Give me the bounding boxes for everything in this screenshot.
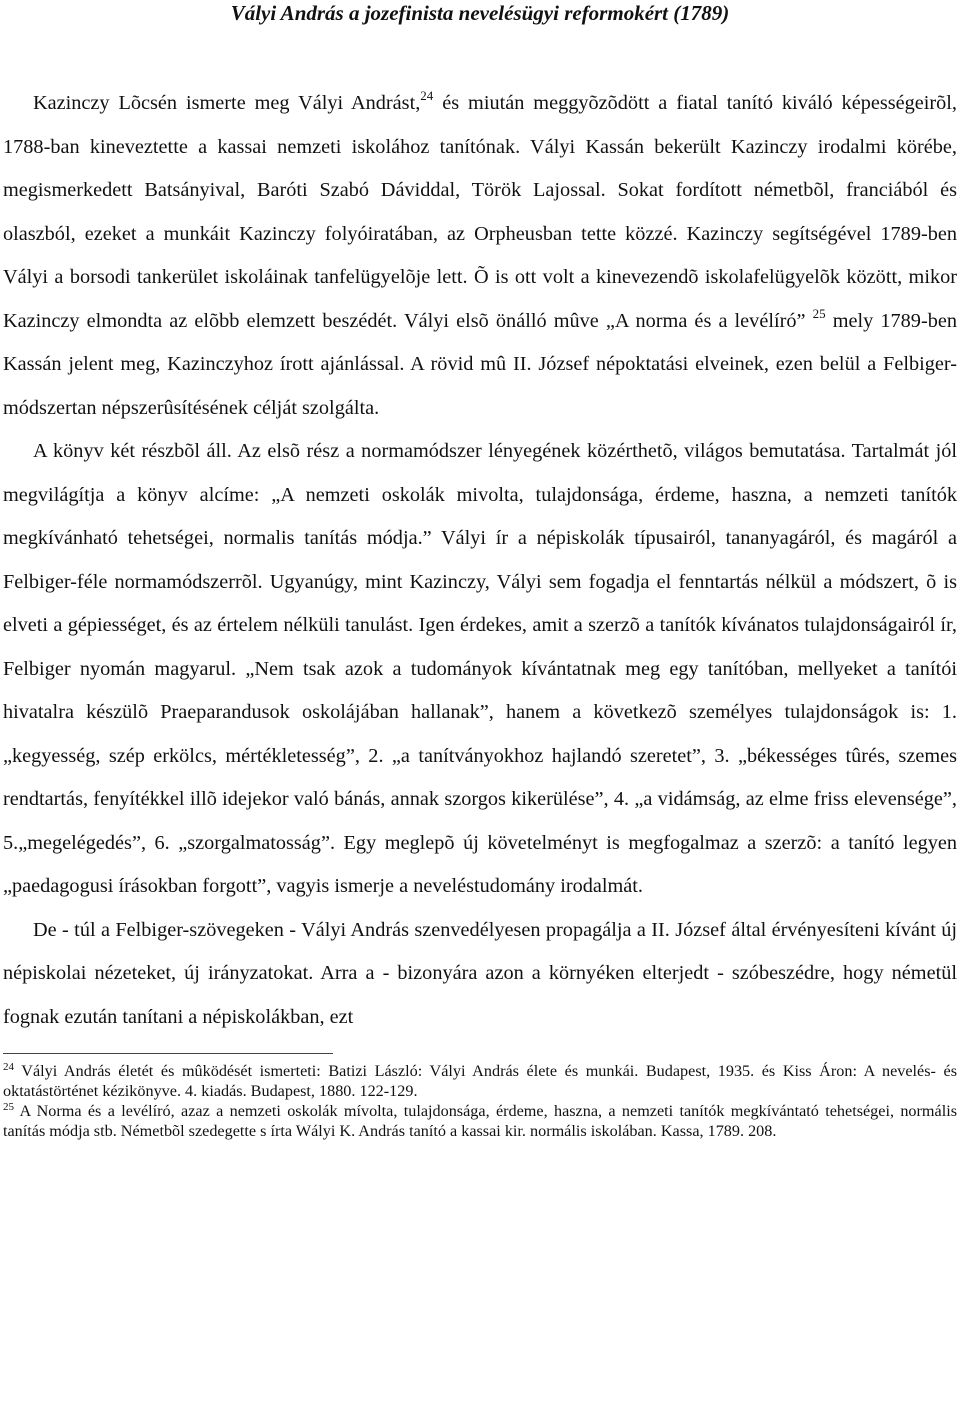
footnote-24 [3,1061,957,1101]
footnote-ref-24[interactable]: 24 [420,88,434,103]
paragraph-1-part-a: Kazinczy Lõcsén ismerte meg Vályi Andrást, [33,92,421,114]
footnote-ref-25[interactable]: 25 [812,305,826,321]
footnote-text: Vályi András életét és mûködését ismerteti: Batizi László: Vályi András élete és munkái. Budapest, 1935. és Kiss Áron: A nevelés- és oktatástörténet kézikönyve. 4. kiadás. Budapest, 1880. 122-129. [3,1062,957,1100]
paragraph-3: De - túl a Felbiger-szövegeken - Vályi András szenvedélyesen propagálja a II. József által érvényesíteni kívánt új népiskolai nézeteket, új irányzatokat. Arra a - bizonyára azon a környéken elterjedt - szóbeszédre, hogy németül fognak ezután tanítani a népiskolákban, ezt [3,918,957,1028]
footnote-text: A Norma és a levélíró, azaz a nemzeti oskolák mívolta, tulajdonsága, érdeme, haszna, a nemzeti tanítók megkívántató tehetségei, normális tanítás módja stb. Németbõl szedegette s írta Wályi K. András tanító a kassai kir. normális iskolában. Kassa, 1789. 208. [3,1102,957,1140]
page-title: Vályi András a jozefinista nevelésügyi reformokért (1789) [230,1,730,25]
footnote-divider [3,1053,333,1054]
footnote-25 [3,1101,957,1141]
footnotes [3,1061,957,1141]
paragraph-2: A könyv két részbõl áll. Az elsõ rész a normamódszer lényegének közérthetõ, világos bemutatása. Tartalmát jól megvilágítja a könyv alcíme: „A nemzeti oskolák mivolta, tulajdonsága, érdeme, haszna, a nemzeti tanítók megkívánható tehetségei, normalis tanítás módja.” Vályi ír a népiskolák típusairól, tananyagáról, és magáról a Felbiger-féle normamódszerrõl. Ugyanúgy, mint Kazinczy, Vályi sem fogadja el fenntartás nélkül a módszert, õ is elveti a gépiességet, és az értelem nélküli tanulást. Igen érdekes, amit a szerzõ a tanítók kívánatos tulajdonságairól ír, Felbiger nyomán magyarul. „Nem tsak azok a tudományok kívántatnak meg egy tanítóban, mellyeket a tanítói hivatalra készülõ Praeparandusok oskolájában hallanak”, hanem a következõ személyes tulajdonságok is: 1. „kegyesség, szép erkölcs, mértékletesség”, 2. „a tanítványokhoz hajlandó szeretet”, 3. „békességes tûrés, szemes rendtartás, fenyítékkel illõ idejekor való bánás, annak szorgos kikerülése”, 4. „a vidámság, az elme friss elevensége”, 5.„megelégedés”, 6. „szorgalmatosság”. Egy meglepõ új követelményt is megfogalmaz a szerzõ: a tanító legyen „paedagogusi írásokban forgott”, vagyis ismerje a neveléstudomány irodalmát. [3,440,957,897]
footnote-number: 24 [3,1061,14,1073]
paragraph-1-part-b: és miután meggyõzõdött a fiatal tanító kiváló képességeirõl, 1788-ban kineveztette a kassai nemzeti iskolához tanítónak. Vályi Kassán bekerült Kazinczy irodalmi körébe, megismerkedett Batsányival, Baróti Szabó Dáviddal, Török Lajossal. Sokat fordított németbõl, franciából és olaszból, ezeket a munkáit Kazinczy folyóiratában, az Orpheusban tette közzé. Kazinczy segítségével 1789-ben Vályi a borsodi tankerület iskoláinak tanfelügyelõje lett. Õ is ott volt a kinevezendõ iskolafelügyelõk között, mikor Kazinczy elmondta az elõbb elemzett beszédét. Vályi elsõ önálló mûve „A norma és a levélíró” [3,92,957,332]
body-text [3,82,957,1039]
footnote-number: 25 [3,1101,14,1113]
paragraph-1 [3,82,957,430]
paragraph-1-part-c: mely 1789-ben Kassán jelent meg, Kazinczyhoz írott ajánlással. A rövid mû II. József népoktatási elveinek, ezen belül a Felbiger-módszertan népszerûsítésének célját szolgálta. [3,309,957,419]
